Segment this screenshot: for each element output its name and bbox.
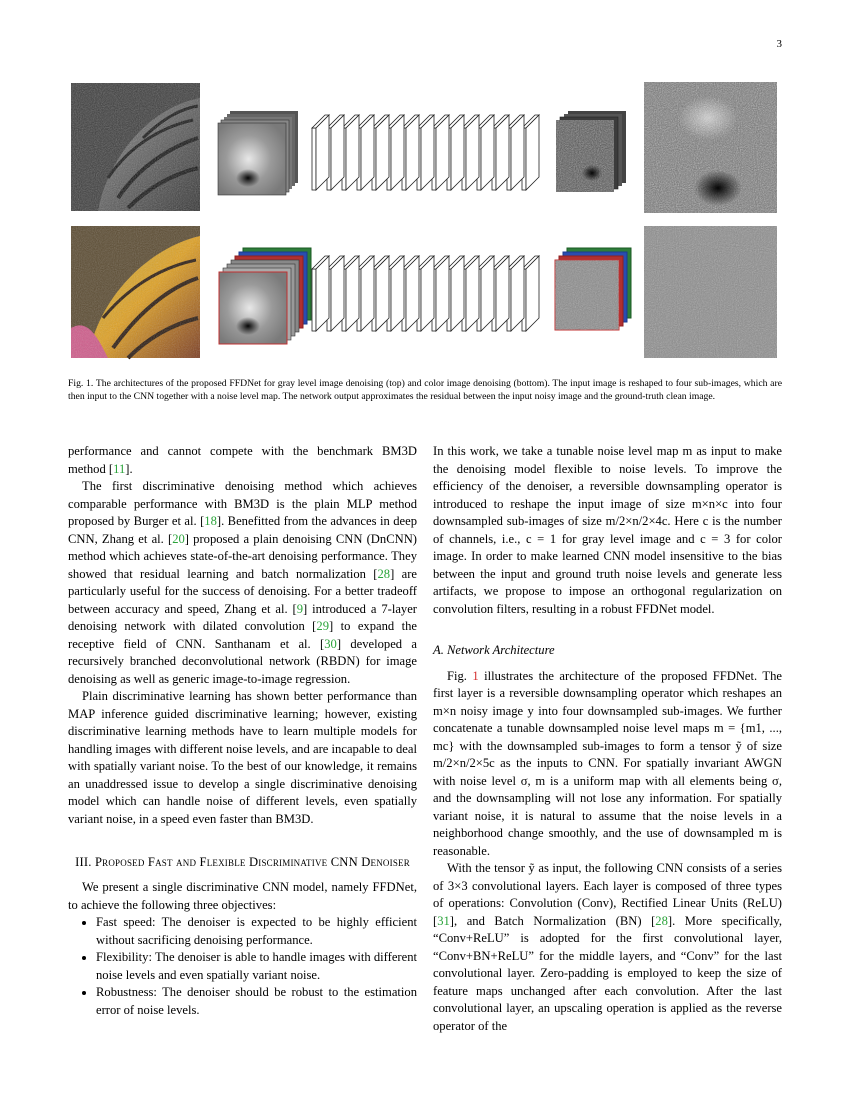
citation-link[interactable]: 28 [377,566,391,581]
list-item: • Fast speed: The denoiser is expected to be highly efficient without sacrificing denoising performance. [96,914,417,949]
gray-residual-image [644,82,777,213]
cnn-layer-block [357,115,374,190]
cnn-layer-block [462,256,479,331]
citation-link[interactable]: 18 [204,514,217,528]
cnn-layer-block [477,115,494,190]
cnn-layer-block [387,115,404,190]
right-paragraph-1: In this work, we take a tunable noise level map m as input to make the denoising model flexible to noise levels. To improve the efficiency of the denoiser, a reversible downsampling operator is introduced to reshape the input image of size m×n×c into four downsampled sub-images of size m/2×n/2×4c. Here c is the number of channels, i.e., c = 1 for gray level image and c = 3 for color image. In order to make learned CNN model insensitive to the bias between the input and ground truth noise levels and generate less artifacts, we propose to impose an orthogonal regularization on convolution filters, resulting in a robust FFDNet model. [433,444,782,616]
section-heading: III. Proposed Fast and Flexible Discriminative CNN Denoiser [75,855,410,869]
citation-11[interactable]: 11 [113,461,126,476]
left-paragraph-2: The first discriminative denoising method which achieves comparable performance with BM3D is the plain MLP method proposed by Burger et al. [18]. Benefitted from the advances in deep CNN, Zhang et al. [20] proposed a plain denoising CNN (DnCNN) method which achieves state-of-the-art denoising performance. They showed that residual learning and batch normalization [28] are particularly useful for the success of denoising. For a better tradeoff between accuracy and speed, Zhang et al. [9] introduced a 7-layer denoising network with dilated convolution [29] to expand the receptive field of CNN. Santhanam et al. [30] developed a recursively branched deconvolutional network (RBDN) for image denoising as well as generic image-to-image regression. [68,479,418,686]
left-column [68,443,417,1019]
cnn-layer-block [402,256,419,331]
cnn-layer-block [342,115,359,190]
cnn-layer-block [522,115,539,190]
left-paragraph-3: Plain discriminative learning has shown better performance than MAP inference guided discriminative learning; however, existing discriminative learning methods have to learn multiple models for handling images with different noise levels, and are incapable to deal with spatially variant noise. To the best of our knowledge, it remains an unaddressed issue to develop a single discriminative denoising model which can handle noise of different levels, even spatially variant noise, in a speed even faster than BM3D. [68,689,417,826]
citation-link[interactable]: 29 [316,619,329,633]
gray-input-image [71,83,200,211]
cnn-layer-block [447,256,464,331]
color-input-image [71,226,200,358]
left-paragraph-4: We present a single discriminative CNN model, namely FFDNet, to achieve the following three objectives: [68,880,417,912]
cnn-layer-block [402,115,419,190]
right-column [433,443,782,1035]
cnn-layer-block [312,115,329,190]
color-subimages-stack [219,248,311,344]
cnn-layer-block [522,256,539,331]
list-item: • Robustness: The denoiser should be robust to the estimation error of noise levels. [96,984,417,1019]
citation-link[interactable]: 31 [437,913,450,928]
cnn-layer-block [417,115,434,190]
cnn-layer-block [372,256,389,331]
citation-link[interactable]: 30 [324,636,337,651]
cnn-layer-block [342,256,359,331]
citation-link[interactable]: 9 [296,601,303,616]
cnn-layer-block [417,256,434,331]
color-cnn-layers [312,256,539,331]
cnn-layer-block [507,115,524,190]
color-residual-image [644,226,777,358]
right-paragraph-2: Fig. 1 illustrates the architecture of the proposed FFDNet. The first layer is a reversible downsampling operator which reshapes an m×n noisy image y into four downsampled sub-images. We further concatenate a tunable downsampled noise level maps m = {m1, ..., mc} with the downsampled sub-images to form a tensor ỹ of size m/2×n/2×5c as the inputs to CNN. For spatially invariant AWGN with noise level σ, m is a uniform map with all elements being σ, and the downsampling will not lose any information. For spatially variant noise, it is natural to assume that the noise levels in a neighborhood change smoothly, and the use of downsampled m is reasonable. [433,668,782,858]
page-number: 3 [776,38,782,50]
cnn-layer-block [327,256,344,331]
cnn-layer-block [507,256,524,331]
cnn-layer-block [387,256,404,331]
cnn-layer-block [372,115,389,190]
cnn-layer-block [312,256,329,331]
cnn-layer-block [492,115,509,190]
gray-subimages-stack [218,111,298,195]
cnn-layer-block [477,256,494,331]
cnn-layer-block [432,115,449,190]
figure-ref-link[interactable]: 1 [472,668,479,683]
objectives-list [68,914,417,1019]
right-paragraph-3: With the tensor ỹ as input, the following CNN consists of a series of 3×3 convolutional layers. Each layer is composed of three types of operations: Convolution (Conv), Rectified Linear Units (ReLU) [31], and Batch Normalization (BN) [28]. More specifically, “Conv+ReLU” is adopted for the first convolutional layer, “Conv+BN+ReLU” for the middle layers, and “Conv” for the last convolutional layer. Zero-padding is employed to keep the size of feature maps unchanged after each convolution. After the last convolutional layer, an upscaling operation is applied as the reverse operator of the [433,861,782,1033]
subsection-heading: A. Network Architecture [433,643,555,657]
list-item: • Flexibility: The denoiser is able to handle images with different noise levels and even spatially variant noise. [96,949,417,984]
cnn-layer-block [447,115,464,190]
citation-link[interactable]: 28 [655,913,668,928]
cnn-layer-block [432,256,449,331]
left-paragraph-1: performance and cannot compete with the benchmark BM3D method [11]. [68,444,417,476]
cnn-layer-block [327,115,344,190]
cnn-layer-block [357,256,374,331]
gray-residual-stack [556,111,626,192]
color-residual-stack [555,248,631,330]
cnn-layer-block [492,256,509,331]
citation-link[interactable]: 20 [172,531,185,546]
gray-cnn-layers [312,115,539,190]
cnn-layer-block [462,115,479,190]
architecture-figure [68,78,784,368]
figure-caption: Fig. 1. The architectures of the proposed FFDNet for gray level image denoising (top) and color image denoising (bottom). The input image is reshaped to four sub-images, which are then input to the CNN together with a noise level map. The network output approximates the residual between the input noisy image and the ground-truth clean image. [68,378,782,402]
